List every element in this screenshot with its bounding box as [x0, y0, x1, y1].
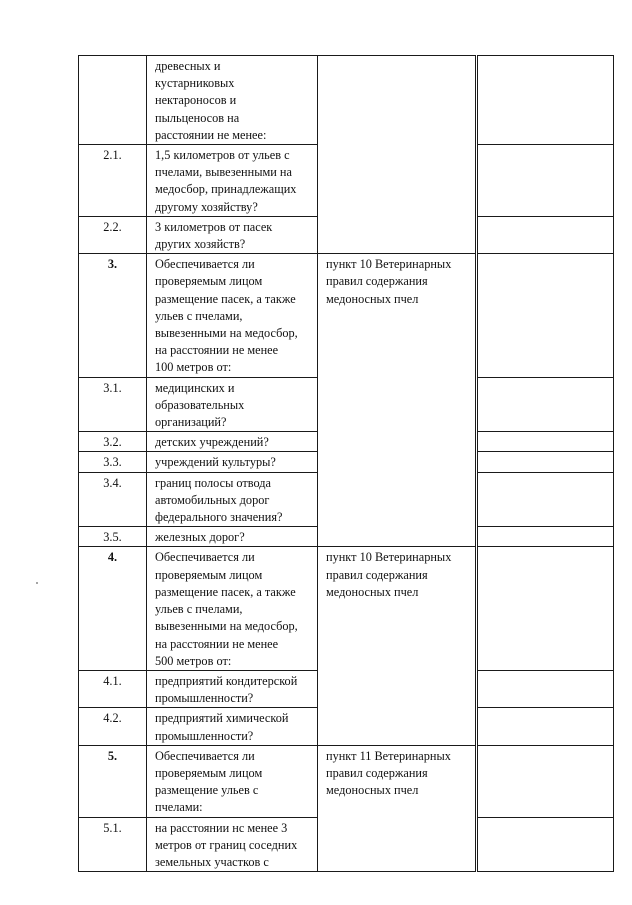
reference-cell: [318, 254, 477, 547]
question-line: медицинских и: [155, 380, 235, 395]
answer-cell[interactable]: [477, 432, 614, 452]
reference-cell: [318, 745, 477, 871]
item-number: 3.5.: [79, 527, 147, 547]
question-line: Обеспечивается ли: [155, 748, 255, 763]
question-cell: [147, 670, 318, 707]
item-number: 5.: [79, 745, 147, 817]
question-line: расстоянии не менее:: [155, 127, 267, 142]
question-line: нектароносов и: [155, 93, 237, 108]
question-line: на расстоянии нс менее 3: [155, 820, 288, 835]
question-cell: [147, 56, 318, 145]
question-line: Обеспечивается ли: [155, 257, 255, 272]
question-cell: [147, 527, 318, 547]
question-cell: [147, 432, 318, 452]
question-line: границ полосы отвода: [155, 475, 272, 490]
question-line: промышленности?: [155, 728, 254, 743]
answer-cell[interactable]: [477, 527, 614, 547]
question-cell: [147, 216, 318, 253]
answer-cell[interactable]: [477, 56, 614, 145]
question-cell: [147, 472, 318, 527]
question-cell: [147, 254, 318, 377]
question-cell: [147, 377, 318, 432]
item-number: 4.1.: [79, 670, 147, 707]
question-line: проверяемым лицом: [155, 567, 263, 582]
question-cell: [147, 547, 318, 670]
question-line: метров от границ соседних: [155, 837, 298, 852]
item-number: 4.2.: [79, 708, 147, 745]
reference-line: правил содержания: [326, 567, 428, 582]
question-line: федерального значения?: [155, 510, 283, 525]
question-line: вывезенными на медосбор,: [155, 619, 298, 634]
answer-cell[interactable]: [477, 547, 614, 670]
answer-cell[interactable]: [477, 670, 614, 707]
question-line: проверяемым лицом: [155, 765, 263, 780]
question-line: 3 километров от пасек: [155, 219, 273, 234]
reference-line: пункт 10 Ветеринарных: [326, 257, 452, 272]
item-number: 3.3.: [79, 452, 147, 472]
question-line: пыльценосов на: [155, 110, 240, 125]
answer-cell[interactable]: [477, 254, 614, 377]
question-line: учреждений культуры?: [155, 455, 276, 470]
table-row: [79, 56, 614, 145]
answer-cell[interactable]: [477, 145, 614, 217]
question-line: древесных и: [155, 59, 221, 73]
question-line: размещение пасек, а также: [155, 584, 296, 599]
question-line: организаций?: [155, 415, 227, 430]
item-number: 3.: [79, 254, 147, 377]
question-line: кустарниковых: [155, 76, 235, 91]
question-line: медосбор, принадлежащих: [155, 182, 297, 197]
question-line: 1,5 километров от ульев с: [155, 148, 290, 163]
item-number: 3.4.: [79, 472, 147, 527]
table-row: [79, 547, 614, 670]
question-line: пчелами:: [155, 800, 203, 815]
reference-line: медоносных пчел: [326, 584, 419, 599]
answer-cell[interactable]: [477, 472, 614, 527]
question-line: другому хозяйству?: [155, 199, 258, 214]
question-line: ульев с пчелами,: [155, 308, 243, 323]
question-line: на расстоянии не менее: [155, 343, 279, 358]
item-number: 4.: [79, 547, 147, 670]
question-line: вывезенными на медосбор,: [155, 326, 298, 341]
reference-line: медоносных пчел: [326, 783, 419, 798]
checklist-table: [78, 55, 614, 872]
question-line: размещение ульев с: [155, 783, 259, 798]
question-line: железных дорог?: [155, 530, 245, 545]
scan-speck: [36, 582, 38, 584]
answer-cell[interactable]: [477, 377, 614, 432]
reference-cell: [318, 56, 477, 254]
question-line: земельных участков с: [155, 854, 269, 869]
item-number: 2.2.: [79, 216, 147, 253]
item-number: 3.1.: [79, 377, 147, 432]
table-row: [79, 745, 614, 817]
question-line: на расстоянии не менее: [155, 636, 279, 651]
question-line: ульев с пчелами,: [155, 602, 243, 617]
question-cell: [147, 817, 318, 872]
answer-cell[interactable]: [477, 745, 614, 817]
reference-line: правил содержания: [326, 765, 428, 780]
question-line: других хозяйств?: [155, 237, 246, 252]
question-line: 500 метров от:: [155, 653, 232, 668]
question-cell: [147, 145, 318, 217]
answer-cell[interactable]: [477, 708, 614, 745]
question-line: пчелами, вывезенными на: [155, 165, 292, 180]
question-line: промышленности?: [155, 691, 254, 706]
question-line: размещение пасек, а также: [155, 291, 296, 306]
answer-cell[interactable]: [477, 452, 614, 472]
question-line: детских учреждений?: [155, 435, 269, 450]
reference-line: медоносных пчел: [326, 291, 419, 306]
question-line: 100 метров от:: [155, 360, 232, 375]
question-line: предприятий кондитерской: [155, 673, 298, 688]
reference-line: пункт 11 Ветеринарных: [326, 748, 451, 763]
question-line: образовательных: [155, 397, 245, 412]
question-line: предприятий химической: [155, 711, 289, 726]
table-row: [79, 254, 614, 377]
question-cell: [147, 708, 318, 745]
question-line: автомобильных дорог: [155, 492, 270, 507]
reference-line: пункт 10 Ветеринарных: [326, 550, 452, 565]
item-number: 5.1.: [79, 817, 147, 872]
reference-cell: [318, 547, 477, 745]
reference-line: правил содержания: [326, 274, 428, 289]
question-cell: [147, 452, 318, 472]
item-number: [79, 56, 147, 145]
answer-cell[interactable]: [477, 817, 614, 872]
item-number: 3.2.: [79, 432, 147, 452]
question-cell: [147, 745, 318, 817]
answer-cell[interactable]: [477, 216, 614, 253]
question-line: Обеспечивается ли: [155, 550, 255, 565]
question-line: проверяемым лицом: [155, 274, 263, 289]
item-number: 2.1.: [79, 145, 147, 217]
